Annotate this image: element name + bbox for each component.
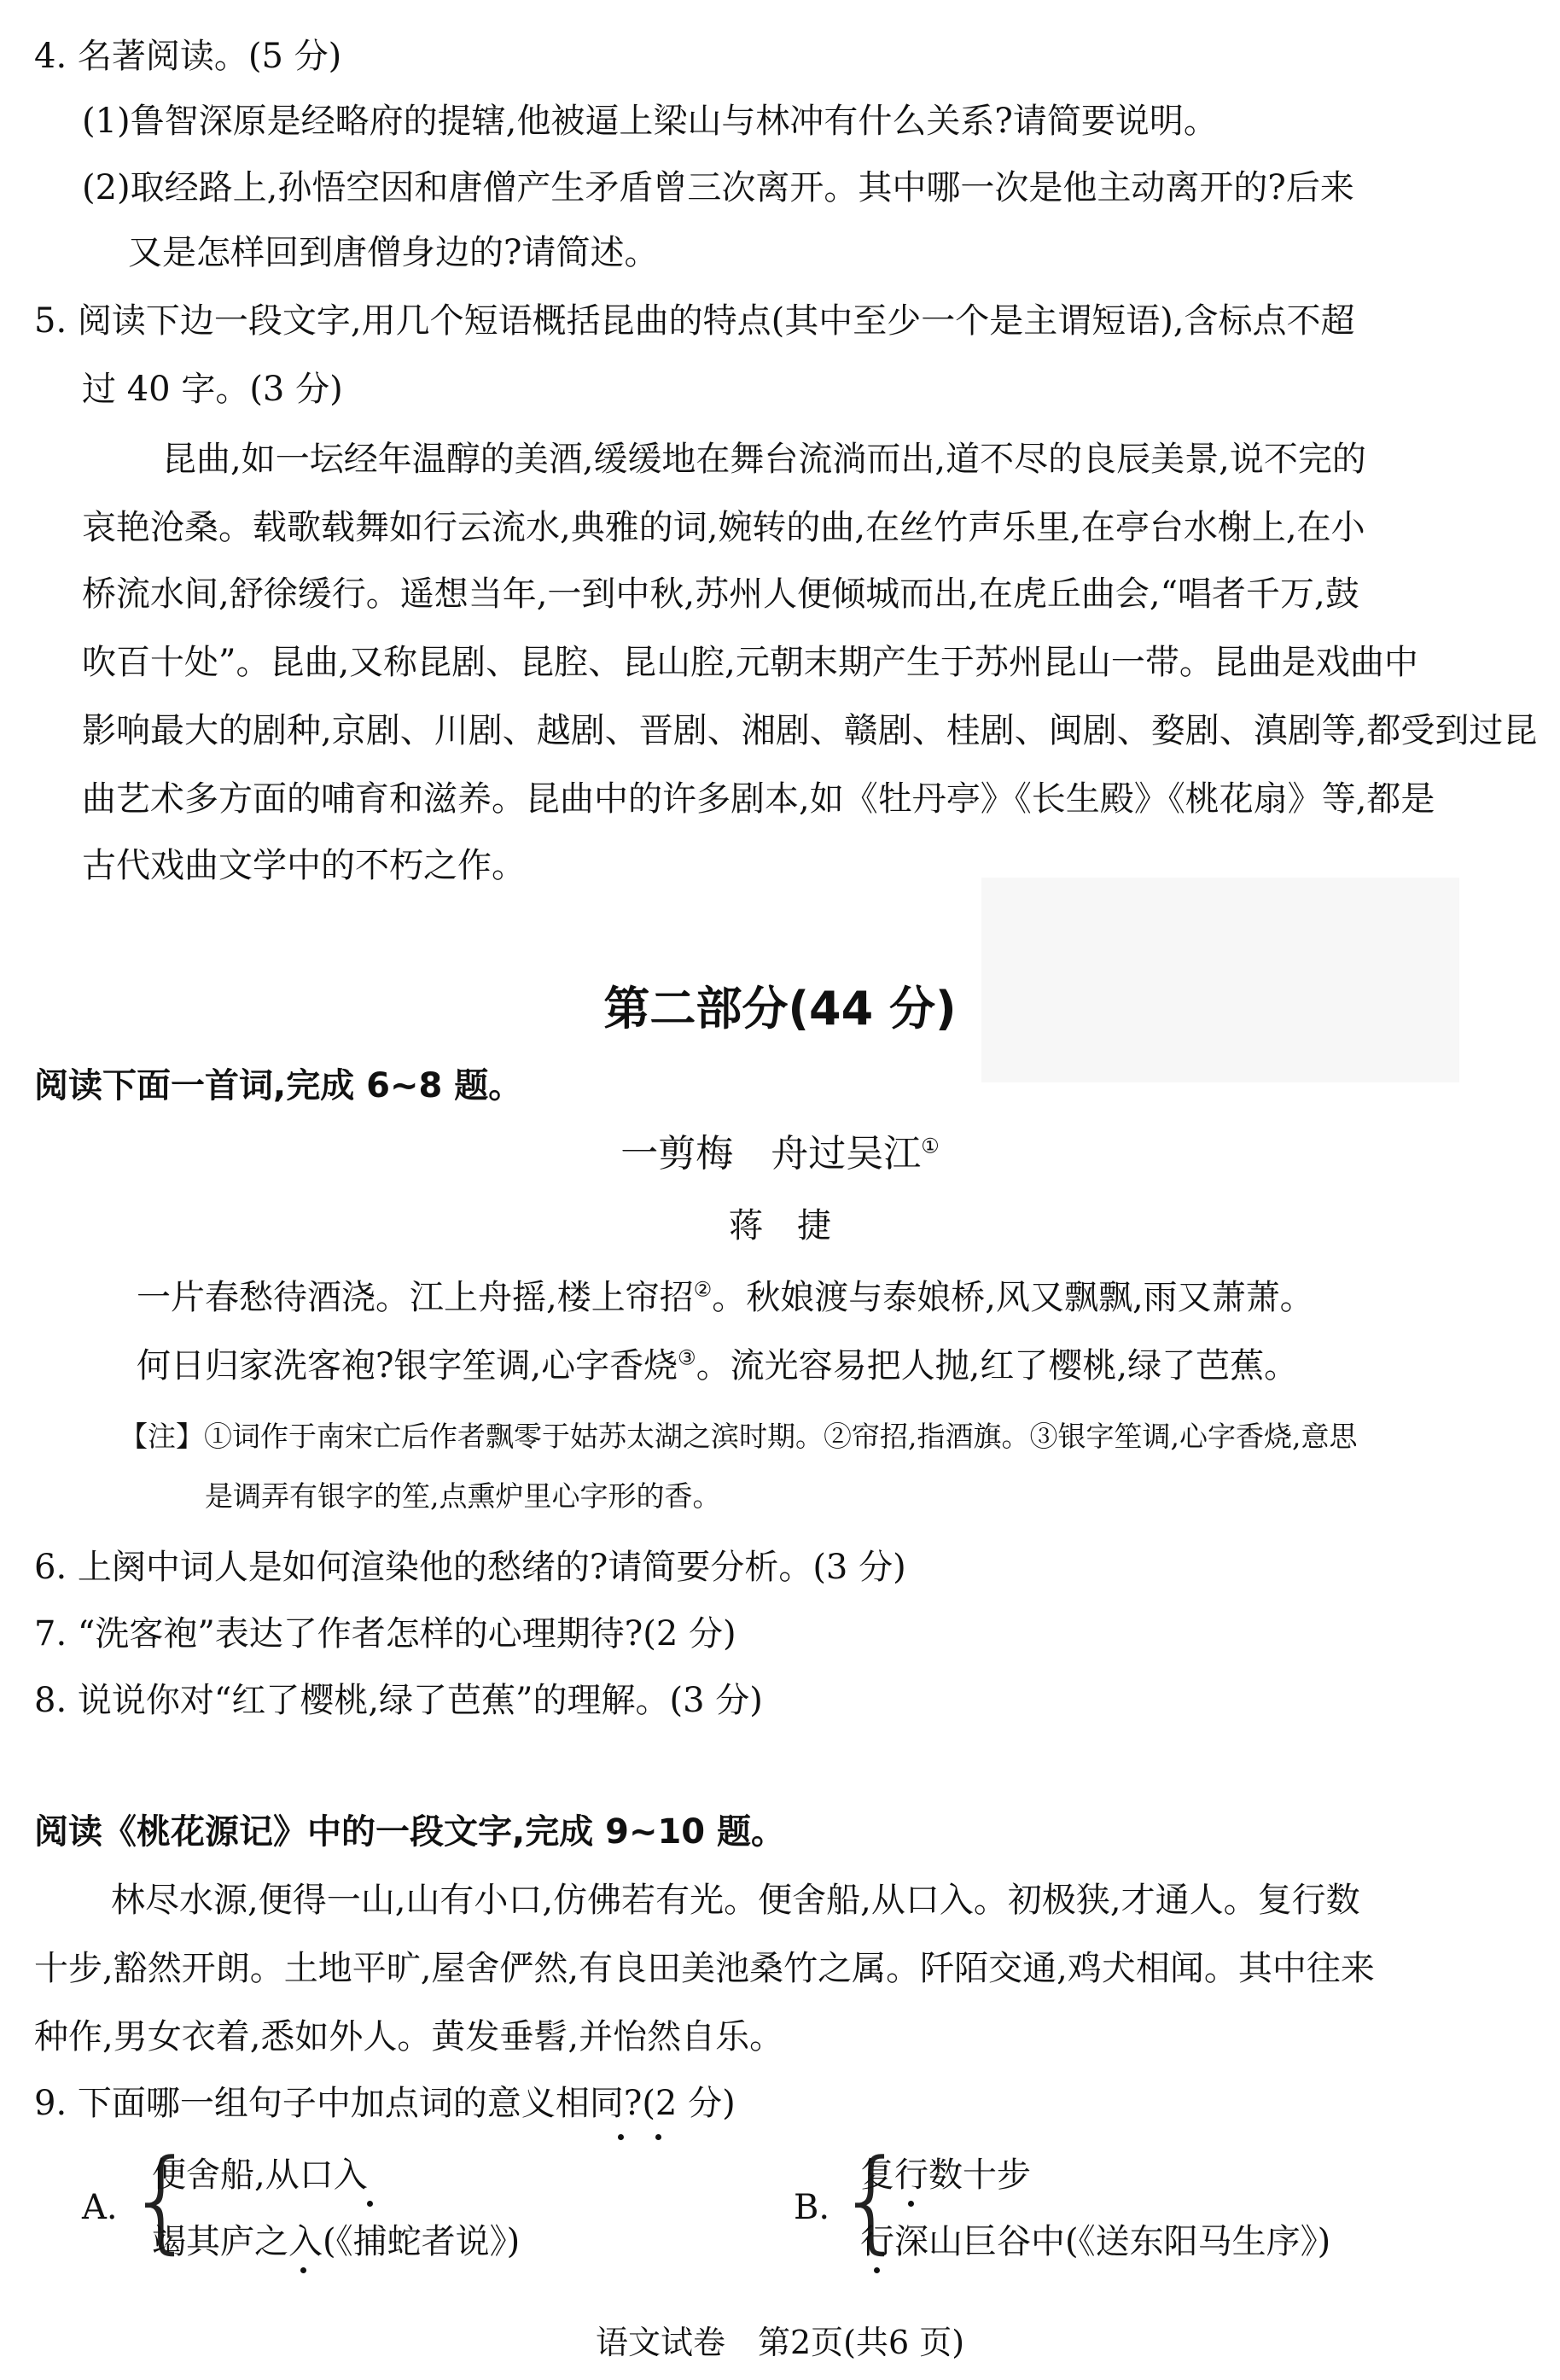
poem-note-line2: 是调弄有银字的笙,点熏炉里心字形的香。 [205, 1479, 721, 1513]
option-b-brace: { [836, 2135, 907, 2265]
q5-passage-line: 哀艳沧桑。载歌载舞如行云流水,典雅的词,婉转的曲,在丝竹声乐里,在亭台水榭上,在小 [82, 508, 1365, 547]
option-b-sentence-2: 行深山巨谷中(《送东阳马生序》) [860, 2222, 1331, 2261]
option-a-label: A. [82, 2188, 118, 2227]
emphasis-dot [618, 2134, 624, 2140]
emphasis-dot [874, 2267, 880, 2273]
poem-title: 一剪梅 舟过吴江① [620, 1132, 940, 1175]
q5-line2: 过 40 字。(3 分) [82, 370, 343, 409]
prose-line: 十步,豁然开朗。土地平旷,屋舍俨然,有良田美池桑竹之属。阡陌交通,鸡犬相闻。其中往来 [34, 1949, 1375, 1988]
q9-question: 9. 下面哪一组句子中加点词的意义相同?(2 分) [34, 2084, 736, 2123]
q7: 7. “洗客袍”表达了作者怎样的心理期待?(2 分) [34, 1614, 736, 1654]
q5-passage-line: 曲艺术多方面的哺育和滋养。昆曲中的许多剧本,如《牡丹亭》《长生殿》《桃花扇》等,都是 [82, 779, 1435, 819]
q5-passage-line: 昆曲,如一坛经年温醇的美酒,缓缓地在舞台流淌而出,道不尽的良辰美景,说不完的 [162, 440, 1366, 479]
emphasis-dot [367, 2201, 373, 2207]
q4-title: 4. 名著阅读。(5 分) [34, 37, 342, 76]
poem-author: 蒋 捷 [729, 1206, 831, 1245]
poem-note-line1: 【注】①词作于南宋亡后作者飘零于姑苏太湖之滨时期。②帘招,指酒旗。③银字笙调,心字香烧,意思 [119, 1420, 1358, 1453]
q5-passage-line: 古代戏曲文学中的不朽之作。 [82, 846, 526, 885]
q8: 8. 说说你对“红了樱桃,绿了芭蕉”的理解。(3 分) [34, 1681, 763, 1720]
poem-intro: 阅读下面一首词,完成 6~8 题。 [34, 1066, 523, 1105]
emphasis-dot [300, 2267, 306, 2273]
poem-line-2: 何日归家洗客袍?银字笙调,心字香烧③。流光容易把人抛,红了樱桃,绿了芭蕉。 [137, 1345, 1299, 1385]
q5-passage-line: 吹百十处”。昆曲,又称昆剧、昆腔、昆山腔,元朝末期产生于苏州昆山一带。昆曲是戏曲中 [82, 643, 1418, 682]
prose-line: 种作,男女衣着,悉如外人。黄发垂髫,并怡然自乐。 [34, 2017, 784, 2056]
part2-title: 第二部分(44 分) [603, 982, 957, 1035]
option-a-brace: { [126, 2135, 197, 2265]
poem-line-1: 一片春愁待酒浇。江上舟摇,楼上帘招②。秋娘渡与泰娘桥,风又飘飘,雨又萧萧。 [137, 1277, 1314, 1317]
prose-line: 林尽水源,便得一山,山有小口,仿佛若有光。便舍船,从口入。初极狭,才通人。复行数 [111, 1881, 1360, 1920]
q6: 6. 上阕中词人是如何渲染他的愁绪的?请简要分析。(3 分) [34, 1548, 906, 1587]
prose-intro: 阅读《桃花源记》中的一段文字,完成 9~10 题。 [34, 1812, 786, 1852]
option-b-sentence-1: 复行数十步 [860, 2155, 1031, 2195]
emphasis-dot [655, 2134, 661, 2140]
option-a-sentence-1: 便舍船,从口入 [152, 2155, 368, 2195]
q4-sub2-line1: (2)取经路上,孙悟空因和唐僧产生矛盾曾三次离开。其中哪一次是他主动离开的?后来 [82, 168, 1354, 207]
q5-line1: 5. 阅读下边一段文字,用几个短语概括昆曲的特点(其中至少一个是主谓短语),含标点不超 [34, 301, 1355, 341]
q5-passage-line: 影响最大的剧种,京剧、川剧、越剧、晋剧、湘剧、赣剧、桂剧、闽剧、婺剧、滇剧等,都受到过昆 [82, 711, 1538, 750]
q4-sub2-line2: 又是怎样回到唐僧身边的?请简述。 [128, 233, 659, 272]
option-a-sentence-2: 竭其庐之入(《捕蛇者说》) [152, 2222, 521, 2261]
q4-sub1: (1)鲁智深原是经略府的提辖,他被逼上梁山与林冲有什么关系?请简要说明。 [82, 102, 1218, 141]
q5-passage-line: 桥流水间,舒徐缓行。遥想当年,一到中秋,苏州人便倾城而出,在虎丘曲会,“唱者千万,鼓 [82, 575, 1359, 614]
option-b-label: B. [794, 2188, 830, 2227]
page-footer: 语文试卷 第2页(共6 页) [595, 2324, 965, 2361]
emphasis-dot [908, 2201, 914, 2207]
